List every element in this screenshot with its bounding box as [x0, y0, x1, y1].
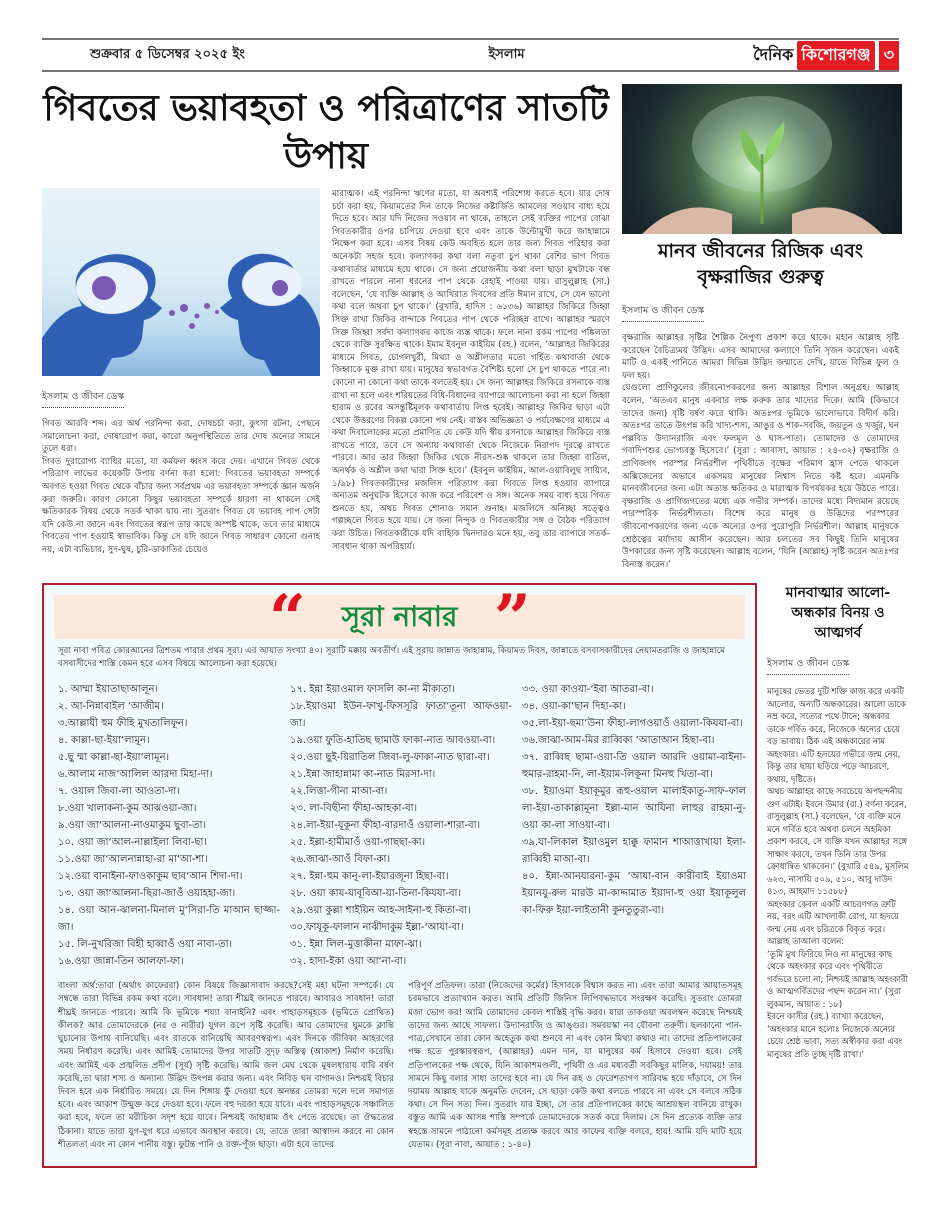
- verse: ২৫. ইল্লা-হামীমাওঁ ওয়া-গাছছা-কা।: [290, 837, 426, 849]
- seedling-icon: [622, 84, 902, 234]
- section-name: ইসলাম: [488, 46, 525, 62]
- verse: ২২.লিত্তা-গীনা মাআ-বা।: [290, 786, 388, 798]
- main-article-col2: মারাত্মক। এই পরনিন্দা ঋণের মতো, যা অবশ্যই পরিশোধ করতে হবে। যার দোষ চর্চা করা হয়, কিয়ামতের দিন তাকে নিজের কষ্টার্জিত আমলের সওয়াব বাধ্য হয়ে দিতে হবে। আর যদি নিজের সওয়াব না থাকে, তাহলে সেই ব্যক্তির পাপের বোঝা গিবতকারীর ওপর চাপিয়ে দেওয়া হবে এবং তাকে উল্টোমুখী করে জাহান্নামে নিক্ষেপ করা হবে। এসব বিষয় কেউ অবহিত হলে তার জন্য গিবত পরিহার করা অনেকটা সহজ হবে। কল্যাণকর কথা বলা নতুবা চুপ থাকা বেশির ভাগ গিবত কথাবার্তার মাধ্যমে হয়ে থাকে। সে জন্য প্রয়োজনীয় কথা বলা ছাড়া মুখটাকে বন্ধ রাখতে পারলে নানা ধরনের পাপ থেকে রেহাই পাওয়া যায়। রাসুলুল্লাহ (সা.) বলেছেন, ‘যে ব্যক্তি আল্লাহ ও আখিরাত দিবসের প্রতি ঈমান রাখে, সে যেন ভালো কথা বলে অথবা চুপ থাকে।’ (বুখারি, হাদিস : ৬১৩৬) আল্লাহর জিকিরে জিহ্বা সিক্ত রাখা জিকির বান্দাকে গিবতের পাপ থেকে পরিচ্ছন্ন রাখে। আল্লাহর স্মরণে সিক্ত জিহ্বা সর্বদা কল্যাণকর কাজে ব্যস্ত থাকে। ফলে নানা রকম পাপের পঙ্কিলতা থেকে ব্যক্তি সুরক্ষিত থাকে। ইমাম ইবনুল কাইয়িম (রহ.) বলেন, ‘আল্লাহর জিকিরের মাধ্যমে গিবত, চোগলখুরী, মিথ্যা ও অশ্লীলতার মতো গর্হিত কথাবার্তা থেকে জিহ্বাকে মুক্ত রাখা যায়। মানুষের স্বভাবগত বৈশিষ্ট্য হলো সে চুপ থাকতে পারে না। কোনো না কোনো কথা তাকে বলতেই হয়। সে জন্য আল্লাহর জিকিরে রসনাকে ব্যস্ত রাখা না হলে এবং শরিয়তের বিধি-বিধানের ব্যাপারে আলোচনা করা না হলে জিহ্বা হারাম ও রবের অসন্তুষ্টিমূলক কথাবার্তায় লিপ্ত হবেই। আল্লাহর জিকির ছাড়া এটা থেকে উত্তরণের বিকল্প কোনো পথ নেই। বাস্তব অভিজ্ঞতা ও পর্যবেক্ষণের মাধ্যমে এ কথা দিবালোকের মতো প্রমাণিত যে কেউ যদি স্বীয় রসনাকে আল্লাহর জিকিরে ব্যস্ত রাখতে পারে, তবে সে অন্যায় কথাবার্তা থেকে নিজেকে নিরাপদ দূরত্বে রাখতে পারবে। আর তার জিহ্বা জিকির থেকে নীরস-শুষ্ক থাকলে তার জিহ্বা বাতিল, অনর্থক ও অশ্লীল কথা দ্বারা সিক্ত হবে।’ (ইবনুল কাইয়িম, আল-ওয়াবিলুছ সায়্যিব, ১/৯৮) গিবতকারীদের মজলিস পরিত্যাগ করা গিবতে লিপ্ত হওয়ার ব্যাপারে অন্যতম অনুঘটক হিসেবে কাজ করে পরিবেশ ও সঙ্গ। অনেক সময় বাধ্য হয়ে গিবত শুনতে হয়, অথচ গিবত শোনাও সমান গুনাহ। মজলিসে অনিচ্ছা সত্ত্বেও গল্পচ্ছলে গিবত হয়ে যায়। সে জন্য নিন্দুক ও গিবতকারীর সঙ্গ ও বৈঠক পরিত্যাগ করা উচিত। গিবতকারীকে যদি বাহ্যিক দ্বিনদারও মনে হয়, তবু তার ব্যাপারে সতর্ক-সাবধান থাকা অপরিহার্য।: [332, 189, 610, 552]
- verse: ২৩. লা-বিছীনা ফীহা-আহকা-বা।: [290, 803, 418, 815]
- main-headline: গিবতের ভয়াবহতা ও পরিত্রাণের সাতটি উপায়: [43, 87, 609, 177]
- verse: ১১.ওয়া জা‘আলনান্নাহা-রা মা‘আ-শা।: [58, 854, 208, 866]
- main-article-columns: [42, 188, 610, 557]
- main-article: [42, 84, 610, 571]
- open-quote-icon: “: [269, 581, 306, 657]
- side-article-body: বৃক্ষরাজি আল্লাহর সৃষ্টির শৈল্পিক নৈপুণ্য প্রকাশ করে থাকে। মহান আল্লাহ সৃষ্টি করেছেন বৈচিত্র্যময় উদ্ভিদ। এসব আমাদের কল্যাণে তিনি সৃজন করেছেন। একই মাটি ও একই পানিতে আমরা বিভিন্ন উদ্ভিদ জন্মাতে দেখি, যাতে বিভিন্ন ফুল ও ফল হয়। যেগুলো প্রাণিকুলের জীবনোপকরণের জন্য আল্লাহর বিশাল অনুগ্রহ। আল্লাহ বলেন, ‘অতএব মানুষ একবার লক্ষ করুক তার খাদ্যের দিকে। আমি (কিভাবে তাদের জন্য) বৃষ্টি বর্ষণ করে থাকি। অতঃপর ভূমিকে ভালোভাবে বিদীর্ণ করি। অতঃপর তাতে উৎপন্ন করি খাদ্য-শস্য, আঙুর ও শাক-সবজি, জয়তুন ও খর্জুর, ঘন পল্লবিত উদ্যানরাজি এবং ফলমূল ও ঘাস-পাতা। তোমাদের ও তোমাদের গবাদিপশুর ভোগ্যবস্তু হিসেবে।’ (সুরা : আবাসা, আয়াত : ২৪-৩২) বৃক্ষরাজি ও প্রাণিজগৎ পরস্পর নির্ভরশীল পৃথিবীতে বৃক্ষের পরিমাণ হ্রাস পেতে থাকলে অক্সিজেনের অভাবে একসময় মানুষের নিশ্বাস নিতে কষ্ট হবে। এমনকি মানবজীবনের জন্য এটা অত্যন্ত ক্ষতিকর ও মারাত্মক বিপর্যয়কর হয়ে উঠতে পারে। বৃক্ষরাজি ও প্রাণিজগতের মধ্যে এক গভীর সম্পর্ক। তাদের মধ্যে বিদ্যমান রয়েছে পারস্পরিক নির্ভরশীলতা। বিশেষ করে মানুষ ও উদ্ভিদের পরস্পরের জীবনোপকরণের জন্য একে অন্যের ওপর পুরোপুরি নির্ভরশীল। আল্লাহ মানুষকে শ্রেষ্ঠত্বের মর্যাদায় আসীন করেছেন। আর চলতের সব কিছুই তিনি মানুষের উপকারের জন্য সৃষ্টি করেছেন। আল্লাহ বলেন, ‘যিনি (আল্লাহ) সৃষ্টি করেন অতঃপর বিন্যস্ত করেন।’: [622, 333, 899, 570]
- sura-meaning-grid: [54, 980, 745, 1152]
- verse: ২৪.লা-ইয়া-যূকূনা ফীহা-বারদাওঁ ওয়ালা-শারা-বা।: [290, 820, 481, 832]
- main-byline: ইসলাম ও জীবন ডেস্ক: [42, 390, 124, 408]
- top-region: [42, 84, 899, 571]
- masthead: [42, 38, 899, 72]
- verse: ৩০.ফাযূকূ-ফালান নাঝীদাকুম ইল্লা-‘আযা-বা।: [290, 922, 464, 934]
- verse: ২. আ-নিন্নাবাইল ‘আজীম।: [58, 701, 164, 713]
- verse: ১. আম্মা ইয়াতাছাআলূন।: [58, 684, 159, 696]
- paper-prefix: দৈনিক: [753, 44, 794, 64]
- verse: ৬.আলাম নাজ‘আলিল আরদা মিহা-দা।: [58, 769, 213, 781]
- sura-meaning-left: বাংলা অর্থ:তারা (অর্থাৎ কাফেররা) কোন বিষয়ে জিজ্ঞাসাবাদ করছে?সেই মহা ঘটনা সম্পর্কে। যে সম্বন্ধে তারা বিভিন্ন রকম কথা বলে। সাবধান! তারা শীঘ্রই জানতে পারবে। আবারও সাবধান! তারা শীঘ্রই জানতে পারবে। আমি কি ভূমিকে শয্যা বানাইনি? এবং পাহাড়সমূহকে (ভূমিতে প্রোথিত) কীলক? আর তোমাদেরকে (নর ও নারীর) যুগল রূপে সৃষ্টি করেছি। আর তোমাদের ঘুমকে ক্লান্তি ঘুচানোর উপায় বানিয়েছি। এবং রাতকে বানিয়েছি আবরণস্বরূপ। এবং দিনকে জীবিকা আহরণের সময় নির্ধারণ করেছি। এবং আমিই তোমাদের উপর সাতটি সুদৃঢ় অস্তিত্ব (আকাশ) নির্মাণ করেছি। এবং আমিই এক প্রজ্বলিত প্রদীপ (সূর্য) সৃষ্টি করেছি। আমি জল মেঘ থেকে মুষলধারায় বারি বর্ষণ করেছি,তা দ্বারা শস্য ও অন্যান্য উদ্ভিদ উৎপন্ন করার জন্য। এবং নিবিড় ঘন বাগানও। নিশ্চয়ই বিচার দিবস হবে এক নির্ধারিত সময়ে। যে দিন শিঙ্গায় ফুঁ দেওয়া হবে অনন্তর তোমরা দলে দলে সমাগত হবে। এবং আকাশ উন্মুক্ত করে দেওয়া হবে। ফলে বহু দরজা হয়ে যাবে। এবং পাহাড়সমূহকে সঞ্চালিত করা হবে, ফলে তা মরীচিকা সদৃশ হয়ে যাবে। নিশ্চয়ই জাহান্নাম ওঁৎ পেতে রয়েছে। তা ঔদ্ধত্যের ঠিকানা। যাতে তারা যুগ-যুগ ধরে এভাবে অবস্থান করবে। যে, তাতে তারা আস্বাদন করবে না কোন শীতলতা এবং না কোন পানীয় বস্তু। ফুটন্ত পানি ও রক্ত-পূঁজ ছাড়া। এটা হবে তাদের: [58, 981, 394, 1150]
- bottom-region: [42, 581, 909, 1168]
- issue-date: শুক্রবার ৫ ডিসেম্বর ২০২৫ ইং: [90, 46, 245, 62]
- plant-globe-photo: [622, 84, 902, 234]
- side-article-2: [767, 583, 909, 1060]
- verse: ৫.ছু ম্মা কাল্লা-ছা-ইয়া‘লামূন।: [58, 752, 170, 764]
- verse: ২৬.জাঝা-আওঁ বিফা-কা।: [290, 854, 391, 866]
- verse: ১৬.ওয়া জান্না-তিন আলফা-ফা।: [58, 956, 184, 968]
- side-headline: মানব জীবনের রিজিক এবং বৃক্ষরাজির গুরুত্ব: [657, 240, 864, 288]
- verse: ৯.ওয়া জা‘আলনা-নাওমাকুম ছুবা-তা।: [58, 820, 207, 832]
- side-byline: ইসলাম ও জীবন ডেস্ক: [622, 304, 704, 322]
- side2-byline: ইসলাম ও জীবন ডেস্ক: [767, 657, 849, 675]
- paper-name: কিশোরগঞ্জ: [797, 41, 874, 70]
- verse: ১৭. ইন্না ইয়াওমাল ফাসলি কা-না মীকাতা।: [290, 684, 455, 696]
- side2-article-body: মানুষের ভেতর দুটি শক্তি কাজ করে একটি আলোর, অন্যটি অন্ধকারের। আলো তাকে নম্র করে, সত্যের পথে টানে; অন্ধকার তাকে গর্বিত করে, নিজেকে অন্যের চেয়ে বড় ভাবায়। ঠিক এই অন্ধকারের নাম অহংকার। এটি হৃদয়ের গভীরে জন্ম নেয়, কিন্তু তার ছায়া ছড়িয়ে পড়ে আচরণে, কথায়, দৃষ্টিতে। অথচ আল্লাহর কাছে সবচেয়ে অপছন্দনীয় গুণ এটাই। ইবনে উমার (রা.) বর্ণনা করেন, রাসুলুল্লাহ (সা.) বলেছেন, ‘যে ব্যক্তি মনে মনে গর্বিত হবে অথবা চলনে অহমিকা প্রকাশ করবে, সে ব্যক্তি যখন আল্লাহর সঙ্গে সাক্ষাৎ করবে, তখন তিনি তার উপর ক্রোধান্বিত থাকবেন।’ (বুখারি ৫৪৯, মুসলিম ৬২৩, নাসায়ি ৫০৯, ৫১০, আবু দাউদ ৪১৩, আহমাদ ১১৫৮৮) অহংকার কেবল একটি আচরণগত ত্রুটি নয়, বরং এটি আখলাকী রোগ, যা হৃদয়ে জন্ম নেয় এবং চরিত্রকে বিকৃত করে। আল্লাহ তাআলা বলেন: ‘তুমি মুখ ফিরিয়ে নিও না মানুষের কাছ থেকে অহংকার করে এবং পৃথিবীতে গর্বভরে চলো না; নিশ্চয়ই আল্লাহ অহংকারী ও আত্মগর্বিতদের পছন্দ করেন না।’ (সুরা লুকমান, আয়াত : ১৮) ইবনে কাসীর (রহ.) ব্যাখ্যা করেছেন, ‘অহংকার মানে হলোঃ নিজেকে অন্যের চেয়ে শ্রেষ্ঠ ভাবা, সত্য অস্বীকার করা এবং মানুষের প্রতি তুচ্ছ দৃষ্টি রাখা।’: [767, 686, 909, 1059]
- verse: ২০.ওয়া ছুই-য়িরাতিল জিবা-লু-ফাকা-নাত ছারা-বা।: [290, 752, 490, 764]
- verse: ৩২. হাদা-ইকা ওয়া আ‘না-বা।: [290, 956, 407, 968]
- verse: ১৫. লি-নুখরিজা বিহী হাব্বাওঁ ওয়া নাবা-তা।: [58, 939, 233, 951]
- verses-column-1: [58, 681, 280, 970]
- verse: ১৯.ওয়া ফুতি-হাতিছ ছামাউ ফাকা-নাত আবওয়া-বা।: [290, 735, 496, 747]
- verse: ৪০. ইন্না-আনযারনা-কুম ‘আযা-বান কারীবাই ইয়াওমা ইয়ানযু-রুল মারউ মা-কাদ্দামাত ইয়াদা-হু ওয়া ইয়াকূলুল কা-ফিরু ইয়া-লাইতানী কুনতুতুরা-বা।: [522, 871, 746, 917]
- gossip-heads-icon: [42, 188, 320, 376]
- close-quote-icon: ”: [494, 581, 531, 657]
- verse: ২৭. ইন্না-হুম কানূ-লা-ইয়ারজূনা হিছা-বা।: [290, 871, 449, 883]
- verse: ২১.ইন্না জাহান্নামা কা-নাত মিরসা-দা।: [290, 769, 436, 781]
- verse: ৩.আল্লাযী হুম ফীহি মুখতালিফূন।: [58, 718, 188, 730]
- verse: ৩৪. ওয়া-কা‘ছান দিহা-কা।: [522, 701, 626, 713]
- verses-column-2: [290, 681, 512, 970]
- verse: ১০. ওয়া জা‘আল-নাল্লাইলা লিবা-ছা।: [58, 837, 207, 849]
- verse: ৭. ওয়াল জিবা-লা আওতা-দা।: [58, 786, 180, 798]
- verse: ১৮.ইয়াওমা ইউন-ফাখু-ফিসসূরি ফাতা‘তূনা আফওয়া-জা।: [290, 701, 512, 730]
- newspaper-logo: [753, 41, 899, 70]
- verse: ৮.ওয়া খালাকনা-কুম আঝওয়া-জা।: [58, 803, 197, 815]
- verses-grid: [54, 681, 745, 970]
- verse: ১৩. ওয়া জা‘আলনা-ছিরা-জাওঁ ওয়াহহা-জা।: [58, 888, 236, 900]
- verse: ৩৮. ইয়াওমা ইয়াকূমুর রূহু-ওয়াল মালাইকাতু-সাফ-ফাল লা-ইয়া-তাকাল্লামূনা ইল্লা-মান আযিনা লাহুর রাহমা-নু-ওয়া কা-লা সাওয়া-বা।: [522, 786, 746, 832]
- verse: ৩৫.লা-ইয়া-ছমা‘উনা ফীহা-লাগওয়াওঁ ওয়ালা-কিযযা-বা।: [522, 718, 743, 730]
- verse: ২৮. ওয়া কায-যাবূবিআ-য়া-তিনা-কিযযা-বা।: [290, 888, 462, 900]
- gossip-illustration: [42, 188, 320, 376]
- verse: ৩৭. রাব্বিছ ছামা-ওয়া-তি ওয়াল আরদি ওয়ামা-বাইনা-হুমার-রাহমা-নি, লা-ইয়াম-লিকূনা মিনহু খিতা-বা।: [522, 752, 746, 781]
- verse: ১৪. ওয়া আন-ঝালনা-মিনাল মু‘সিরা-তি মাআন ছাজ্জা-জা।: [58, 905, 280, 934]
- verse: ২৯.ওয়া কুল্লা শাইয়িন আহ-সাইনা-হু কিতা-বা।: [290, 905, 471, 917]
- verse: ৪. কাল্লা-ছা-ইয়া‘লামূন।: [58, 735, 150, 747]
- sura-intro: সূরা নাবা পবিত্র কোরআনের ত্রিশতম পারার প্রথম সূরা। এর আয়াত সংখ্যা ৪০। সূরাটি মক্কায় অবতীর্ণ। এই সূরায় জান্নাত জাহান্নাম, কিয়ামত দিবস, জান্নাতে বসবাসকারীদের নেয়ামতরাজি ও জাহান্নামে বসবাসীদের শাস্তি কেমন হবে এসব বিষয়ে আলোচনা করা হয়েছে।: [58, 646, 725, 670]
- verse: ৩৬.জাঝা-আম-মির রাব্বিকা ‘আতাআন হিছা-বা।: [522, 735, 715, 747]
- verse: ৩১. ইন্না লিল-মুত্তাকীনা মাফা-ঝা।: [290, 939, 422, 951]
- page-number: ৩: [879, 41, 899, 70]
- sura-title-band: [54, 581, 745, 657]
- side-article: [610, 84, 899, 571]
- verse: ১২.ওয়া বানাইনা-ফাওকাকুম ছাব‘আন শিদা-দা।: [58, 871, 243, 883]
- sura-title: সূরা নাবার: [341, 600, 458, 634]
- sura-naba-box: [42, 583, 757, 1168]
- verse: ৩৩. ওয়া কাওয়া-‘ইবা আতরা-বা।: [522, 684, 654, 696]
- main-article-first-column: [42, 188, 320, 557]
- sura-meaning-right: পরিপূর্ণ প্রতিফল। তারা (নিজেদের কর্মের) হিসাবকে বিশ্বাস করত না। এবং তারা আমার আয়াতসমূহ চরমভাবে প্রত্যাখ্যান করত। আমি প্রতিটি জিনিস লিপিবদ্ধভাবে সংরক্ষণ করেছি। সুতরাং তোমরা মজা ভোগ কর! আমি তোমাদের কেবল শাস্তিই বৃদ্ধি করব। যারা তাকওয়া অবলম্বন করেছে নিশ্চয়ই তাদের জন্য আছে সাফল্য। উদ্যানরাজি ও আঙ্গুর। সমবয়স্কা নব যৌবনা তরুণী। ছলকানো পান-পাত্র,সেখানে তারা কোন অহেতুক কথা শুনবে না এবং কোন মিথ্যা কথাও না। তাদের প্রতিপালকের পক্ষ হতে পুরস্কারস্বরূপ, (আল্লাহর) এমন দান, যা মানুষের কর্ম হিসাবে দেওয়া হবে। সেই প্রতিপালকের পক্ষ থেকে, যিনি আকাশমণ্ডলী, পৃথিবী ও এর মধ্যবর্তী সবকিছুর মালিক, দয়াময়! তার সামনে কিছু বলার সাধ্য তাদের হবে না। যে দিন রূহ ও ফেরেশতাগণ সারিবদ্ধ হয়ে দাঁড়াবে, সে দিন দয়াময় আল্লাহ যাকে অনুমতি দেবেন, সে ছাড়া কেউ কথা বলতে পারবে না এবং সে বলবে সঠিক কথা। সে দিন সত্য দিন। সুতরাং যার ইচ্ছা, সে তার প্রতিপালকের কাছে আশ্রয়স্থল বানিয়ে রাখুক। বস্তুত আমি এক আসন্ন শাস্তি সম্পর্কে তোমাদেরকে সতর্ক করে দিলাম। সে দিন প্রত্যেক ব্যক্তি তার স্বহস্তে সামনে পাঠানো কর্মসমূহ প্রত্যক্ষ করবে আর কাফের ব্যক্তি বলবে, হায়! আমি যদি মাটি হয়ে যেতাম। (সূরা নাবা, আয়াত : ১-৪০): [408, 981, 742, 1150]
- side2-headline: মানবাত্মার আলো-অন্ধকার বিনয় ও আত্মগর্ব: [785, 585, 891, 642]
- main-article-col1: গিবত আরবি শব্দ। এর অর্থ পরনিন্দা করা, দোষচর্চা করা, কুৎসা রটনা, পেছনে সমালোচনা করা, দোষারোপ করা, কারো অনুপস্থিতিতে তার দোষ অন্যের সামনে তুলে ধরা। গিবত দুরারোগ্য ব্যাধির মতো, যা কর্মফল ধ্বংস করে দেয়। এখানে গিবত থেকে পরিত্রাণ লাভের কয়েকটি উপায় বর্ণনা করা হলো: গিবতের ভয়াবহতা সম্পর্কে অবগত হওয়া গিবত থেকে বাঁচার জন্য সর্বপ্রথম এর ভয়াবহতা সম্পর্কে জ্ঞান অর্জন করা জরুরি। কারণ কোনো কিছুর ভয়াবহতা সম্পর্কে ধারণা না থাকলে সেই ক্ষতিকারক বিষয় থেকে সতর্ক থাকা যায় না। সুতরাং গিবত যে ভয়াবহ পাপ সেটা যদি কেউ না জানে এবং গিবতের স্বরূপ তার কাছে অস্পষ্ট থাকে, তবে তার মাধ্যমে গিবতের পাপ হওয়াই স্বাভাবিক। কিন্তু সে যদি জানে গিবত সাধারণ কোনো গুনাহ নয়, এটা ব্যভিচার, সুদ-ঘুষ, চুরি-ডাকাতির চেয়েও: [42, 419, 320, 555]
- verse: ৩৯.যা-লিকাল ইয়াওমুল হাক্কু ফামান শাআত্তাখাযা ইলা-রাব্বিহী মাআ-বা।: [522, 837, 746, 866]
- verses-column-3: [522, 681, 746, 970]
